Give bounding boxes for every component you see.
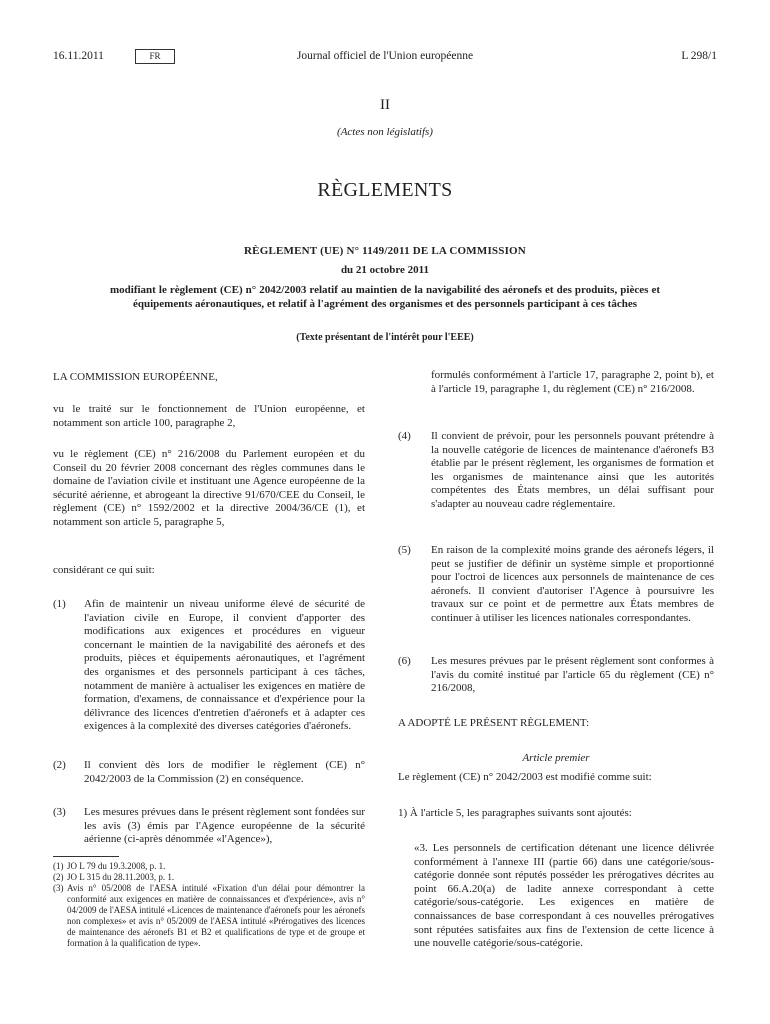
article-title: Article premier (522, 752, 590, 764)
amendment-item-1: 1) À l'article 5, les paragraphes suivants sont ajoutés: (398, 807, 632, 819)
footnote-text: Avis n° 05/2008 de l'AESA intitulé «Fixation d'un délai pour démontrer la conformité aux exigences en matière de connaissances et d'expérience», avis n° 04/2009 de l'AESA intitulé «Licences de maintenance d'aéronefs pour les aéronefs non complexes» et avis n° 05/2009 de l'AESA intitulé «Prérogatives des licences de maintenance des aéronefs B1 et B2 et qualifications de type et de groupe et formation à la qualification de type». (67, 883, 365, 948)
footnote-text: JO L 79 du 19.3.2008, p. 1. (67, 861, 166, 871)
page-reference: L 298/1 (681, 50, 717, 62)
considering-intro: considérant ce qui suit: (53, 564, 155, 576)
recital-number: (2) (53, 759, 66, 771)
footnote-number: (2) (53, 872, 64, 882)
footnote-number: (1) (53, 861, 64, 871)
commission-heading: LA COMMISSION EUROPÉENNE, (53, 371, 218, 383)
footnote-number: (3) (53, 883, 64, 893)
recital-text: Les mesures prévues par le présent règlement sont conformes à l'avis du comité institué par l'article 65 du règlement (CE) n° 216/2008, (431, 655, 714, 695)
recital-number: (4) (398, 430, 411, 442)
adoption-statement: A ADOPTÉ LE PRÉSENT RÈGLEMENT: (398, 717, 590, 729)
recital-number: (6) (398, 655, 411, 667)
footnote (53, 861, 365, 872)
recital-text: Il convient dès lors de modifier le règlement (CE) n° 2042/2003 de la Commission (2) en conséquence. (84, 759, 365, 785)
recital-text: Les mesures prévues dans le présent règlement sont fondées sur les avis (3) émis par l'Agence européenne de la sécurité aérienne (ci-après dénommée «l'Agence»), (84, 806, 365, 846)
eee-relevance-note: (Texte présentant de l'intérêt pour l'EEE) (296, 332, 474, 343)
recital-number: (3) (53, 806, 66, 818)
regulation-date: du 21 octobre 2011 (340, 264, 430, 276)
recital-continuation: formulés conformément à l'article 17, paragraphe 2, point b), et à l'article 19, paragraphe 1, du règlement (CE) n° 216/2008. (431, 369, 714, 395)
language-badge: FR (135, 49, 175, 64)
publication-date: 16.11.2011 (53, 50, 104, 62)
regulation-title: RÈGLEMENT (UE) N° 1149/2011 DE LA COMMISSION (244, 245, 526, 257)
section-title: RÈGLEMENTS (317, 179, 453, 201)
section-number: II (380, 97, 390, 113)
quoted-paragraph: «3. Les personnels de certification détenant une licence délivrée conformément à l'annexe III (partie 66) dans une catégorie/sous-catégorie donnée sont réputés posséder les prérogatives décrites au point 66.A.20(a) de ladite annexe correspondant à cette catégorie/sous-catégorie. Les exigences en matière de connaissances de base correspondant à ces nouvelles prérogatives sont réputées satisfaites aux fins de l'extension de cette licence à une nouvelle catégorie/sous-catégorie. (414, 842, 714, 950)
article-intro: Le règlement (CE) n° 2042/2003 est modifié comme suit: (398, 771, 652, 783)
regulation-subject: modifiant le règlement (CE) n° 2042/2003 relatif au maintien de la navigabilité des aéronefs et des produits, pièces et équipements aéronautiques, et relatif à l'agrément des organismes et des personnels participant à ces tâches (110, 284, 660, 310)
citation-regulation-216-2008: vu le règlement (CE) n° 216/2008 du Parlement européen et du Conseil du 20 février 2008 concernant des règles communes dans le domaine de l'aviation civile et instituant une Agence européenne de la sécurité aérienne, et abrogeant la directive 91/670/CEE du Conseil, le règlement (CE) n° 1592/2002 et la directive 2004/36/CE (1), et notamment son article 5, paragraphe 5, (53, 448, 365, 528)
footnote (53, 883, 365, 949)
section-subtitle: (Actes non législatifs) (337, 126, 433, 138)
footnote-separator (53, 856, 119, 857)
recital-text: Afin de maintenir un niveau uniforme élevé de sécurité de l'aviation civile en Europe, il convient d'apporter des modifications aux exigences et procédures en vigueur concernant le maintien de la navigabilité des aéronefs et des produits, pièces et équipements aéronautiques, et l'agrément des organismes et des personnels participant à ces tâches, notamment de manière à actualiser les exigences en matière de formation, d'examens, de connaissance et d'expérience pour la délivrance des licences d'entretien d'aéronefs et à adapter ces exigences à la complexité des diverses catégories d'aéronefs. (84, 598, 365, 733)
recital-number: (1) (53, 598, 66, 610)
recital-number: (5) (398, 544, 411, 556)
recital-text: Il convient de prévoir, pour les personnels pouvant prétendre à la nouvelle catégorie de licences de maintenance d'aéronefs B3 établie par le présent règlement, les organismes de formation et les organismes de maintenance ainsi que les autorités compétentes des États membres, un délai suffisant pour s'adapter au nouveau cadre réglementaire. (431, 430, 714, 510)
footnote-text: JO L 315 du 28.11.2003, p. 1. (67, 872, 175, 882)
recital-text: En raison de la complexité moins grande des aéronefs légers, il peut se justifier de définir un système simple et proportionné pour l'octroi de licences aux personnels de maintenance de ces aéronefs. Il convient d'autoriser l'Agence à poursuivre les travaux sur ce point et de permettre aux États membres de continuer à utiliser les licences nationales correspondantes. (431, 544, 714, 624)
journal-title: Journal officiel de l'Union européenne (296, 50, 474, 62)
footnote (53, 872, 365, 883)
citation-treaty: vu le traité sur le fonctionnement de l'Union européenne, et notamment son article 100, paragraphe 2, (53, 403, 365, 429)
